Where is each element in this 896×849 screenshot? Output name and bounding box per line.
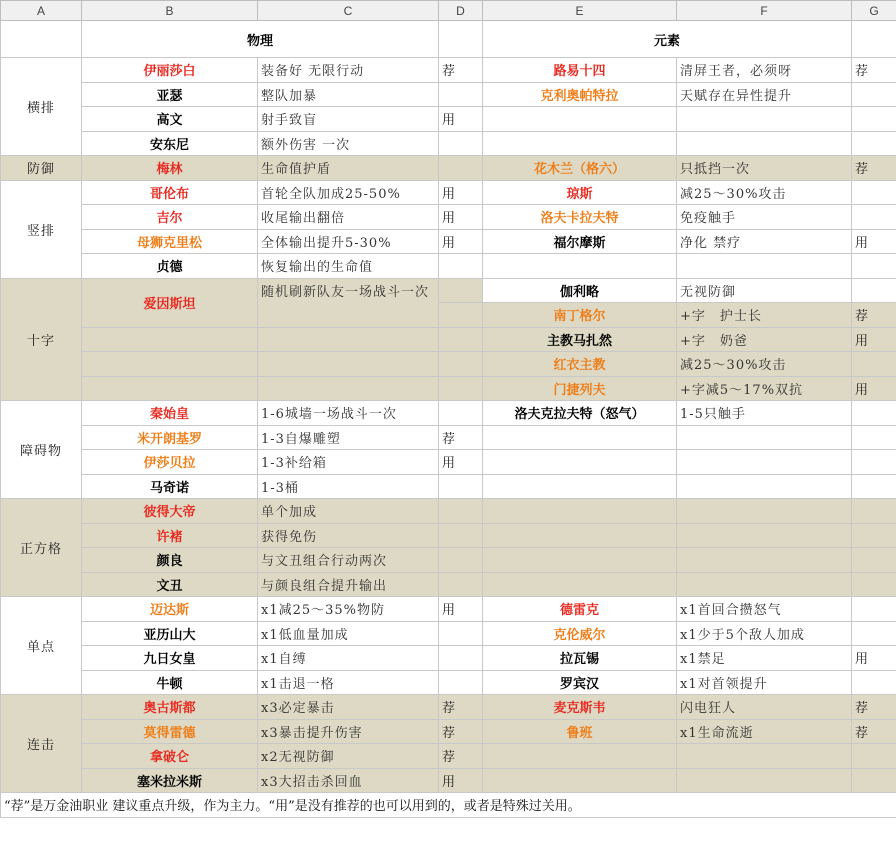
element-hero-mark[interactable]: 荐 — [852, 58, 896, 83]
element-hero-desc[interactable] — [677, 254, 852, 279]
element-hero-desc[interactable]: 清屏王者，必须呀 — [677, 58, 852, 83]
element-hero-desc[interactable]: +字 奶爸 — [677, 327, 852, 352]
physical-hero-desc[interactable]: x1减25～35%物防 — [258, 597, 439, 622]
physical-hero-desc[interactable]: 1-3桶 — [258, 474, 439, 499]
physical-hero-desc[interactable]: 与文丑组合行动两次 — [258, 548, 439, 573]
element-hero-mark[interactable]: 用 — [852, 376, 896, 401]
physical-hero-name[interactable]: 哥伦布 — [82, 180, 258, 205]
physical-hero-mark[interactable] — [439, 278, 483, 303]
table-row — [1, 180, 896, 205]
element-hero-desc[interactable]: x1生命流逝 — [677, 719, 852, 744]
element-hero-name[interactable] — [483, 572, 677, 597]
blank-cell[interactable] — [439, 21, 483, 58]
element-hero-name[interactable]: 南丁格尔 — [483, 303, 677, 328]
element-hero-mark[interactable] — [852, 572, 896, 597]
element-hero-desc[interactable]: 净化 禁疗 — [677, 229, 852, 254]
element-hero-mark[interactable]: 用 — [852, 229, 896, 254]
element-hero-name[interactable] — [483, 499, 677, 524]
element-hero-desc[interactable]: x1对首领提升 — [677, 670, 852, 695]
physical-hero-name[interactable]: 贞德 — [82, 254, 258, 279]
element-hero-desc[interactable] — [677, 425, 852, 450]
physical-hero-name[interactable]: 迈达斯 — [82, 597, 258, 622]
physical-hero-desc[interactable]: 与颜良组合提升输出 — [258, 572, 439, 597]
group-label[interactable]: 十字 — [1, 278, 82, 401]
element-hero-desc[interactable] — [677, 499, 852, 524]
table-row — [1, 376, 896, 401]
physical-hero-name[interactable] — [82, 352, 258, 377]
element-hero-name[interactable]: 罗宾汉 — [483, 670, 677, 695]
column-header-d[interactable]: D — [439, 1, 483, 21]
element-hero-name[interactable]: 洛夫卡拉夫特 — [483, 205, 677, 230]
element-hero-mark[interactable] — [852, 523, 896, 548]
element-hero-mark[interactable] — [852, 352, 896, 377]
column-header-c[interactable]: C — [258, 1, 439, 21]
physical-hero-mark[interactable] — [439, 352, 483, 377]
physical-hero-mark[interactable] — [439, 327, 483, 352]
element-hero-desc[interactable]: x1首回合攒怒气 — [677, 597, 852, 622]
physical-hero-name[interactable]: 伊丽莎白 — [82, 58, 258, 83]
table-row — [1, 327, 896, 352]
physical-hero-desc[interactable]: x3必定暴击 — [258, 695, 439, 720]
element-hero-desc[interactable] — [677, 107, 852, 132]
table-row — [1, 401, 896, 426]
element-hero-name[interactable] — [483, 425, 677, 450]
table-row — [1, 425, 896, 450]
physical-hero-mark[interactable] — [439, 670, 483, 695]
physical-hero-name[interactable]: 梅林 — [82, 156, 258, 181]
element-hero-desc[interactable]: 1-5只触手 — [677, 401, 852, 426]
physical-hero-name[interactable]: 拿破仑 — [82, 744, 258, 769]
element-hero-name[interactable] — [483, 768, 677, 793]
element-hero-mark[interactable] — [852, 670, 896, 695]
element-hero-name[interactable]: 德雷克 — [483, 597, 677, 622]
blank-cell[interactable] — [852, 21, 896, 58]
element-hero-mark[interactable] — [852, 548, 896, 573]
element-hero-desc[interactable] — [677, 131, 852, 156]
table-row — [1, 768, 896, 793]
table-row — [1, 205, 896, 230]
element-hero-mark[interactable]: 用 — [852, 327, 896, 352]
physical-hero-desc[interactable]: 1-3自爆雕塑 — [258, 425, 439, 450]
physical-hero-name[interactable]: 彼得大帝 — [82, 499, 258, 524]
table-row — [1, 744, 896, 769]
physical-hero-mark[interactable]: 荐 — [439, 719, 483, 744]
element-hero-name[interactable] — [483, 450, 677, 475]
table-row — [1, 695, 896, 720]
element-hero-desc[interactable] — [677, 523, 852, 548]
physical-hero-desc[interactable]: x2无视防御 — [258, 744, 439, 769]
element-hero-desc[interactable] — [677, 768, 852, 793]
table-row — [1, 156, 896, 181]
element-hero-desc[interactable]: 无视防御 — [677, 278, 852, 303]
physical-hero-name[interactable]: 塞米拉米斯 — [82, 768, 258, 793]
column-header-g[interactable]: G — [852, 1, 896, 21]
physical-hero-mark[interactable]: 荐 — [439, 695, 483, 720]
table-row — [1, 572, 896, 597]
physical-hero-mark[interactable]: 用 — [439, 180, 483, 205]
physical-hero-mark[interactable] — [439, 82, 483, 107]
title-row — [1, 21, 896, 58]
element-hero-mark[interactable] — [852, 474, 896, 499]
group-label[interactable]: 障碍物 — [1, 401, 82, 499]
physical-hero-mark[interactable] — [439, 303, 483, 328]
element-hero-desc[interactable]: x1禁足 — [677, 646, 852, 671]
physical-hero-desc[interactable]: 收尾输出翻倍 — [258, 205, 439, 230]
table-row — [1, 499, 896, 524]
table-row — [1, 597, 896, 622]
physical-hero-mark[interactable] — [439, 156, 483, 181]
physical-hero-mark[interactable]: 用 — [439, 597, 483, 622]
element-hero-name[interactable]: 麦克斯韦 — [483, 695, 677, 720]
element-hero-name[interactable] — [483, 131, 677, 156]
table-row — [1, 670, 896, 695]
physical-hero-mark[interactable] — [439, 376, 483, 401]
physical-hero-desc[interactable]: 全体输出提升5-30% — [258, 229, 439, 254]
element-hero-name[interactable]: 福尔摩斯 — [483, 229, 677, 254]
table-row — [1, 646, 896, 671]
physical-hero-desc[interactable]: 装备好 无限行动 — [258, 58, 439, 83]
table-row — [1, 229, 896, 254]
physical-hero-desc[interactable] — [258, 376, 439, 401]
physical-hero-name[interactable]: 吉尔 — [82, 205, 258, 230]
physical-hero-name[interactable]: 牛顿 — [82, 670, 258, 695]
physical-hero-name[interactable]: 颜良 — [82, 548, 258, 573]
physical-hero-desc[interactable] — [258, 327, 439, 352]
element-hero-mark[interactable] — [852, 499, 896, 524]
element-hero-desc[interactable]: +字减5～17%双抗 — [677, 376, 852, 401]
element-hero-name[interactable] — [483, 107, 677, 132]
element-hero-mark[interactable] — [852, 621, 896, 646]
element-hero-mark[interactable] — [852, 768, 896, 793]
element-hero-mark[interactable]: 荐 — [852, 156, 896, 181]
physical-hero-name[interactable]: 米开朗基罗 — [82, 425, 258, 450]
element-hero-name[interactable]: 琼斯 — [483, 180, 677, 205]
physical-hero-desc[interactable]: 额外伤害 一次 — [258, 131, 439, 156]
physical-hero-mark[interactable] — [439, 523, 483, 548]
physical-hero-name[interactable] — [82, 376, 258, 401]
physical-hero-name[interactable]: 莫得雷德 — [82, 719, 258, 744]
physical-hero-desc[interactable]: 1-6城墙一场战斗一次 — [258, 401, 439, 426]
physical-hero-mark[interactable] — [439, 401, 483, 426]
element-hero-desc[interactable] — [677, 548, 852, 573]
element-hero-name[interactable]: 鲁班 — [483, 719, 677, 744]
column-header-row — [1, 1, 896, 21]
element-hero-desc[interactable]: 减25～30%攻击 — [677, 180, 852, 205]
physical-hero-desc[interactable] — [258, 352, 439, 377]
element-hero-name[interactable]: 花木兰（格六） — [483, 156, 677, 181]
physical-hero-desc[interactable]: 射手致盲 — [258, 107, 439, 132]
physical-hero-name[interactable]: 母狮克里松 — [82, 229, 258, 254]
element-hero-desc[interactable] — [677, 744, 852, 769]
element-hero-desc[interactable] — [677, 572, 852, 597]
table-row — [1, 107, 896, 132]
physical-hero-mark[interactable]: 用 — [439, 450, 483, 475]
element-hero-mark[interactable] — [852, 597, 896, 622]
element-hero-mark[interactable] — [852, 107, 896, 132]
physical-hero-mark[interactable] — [439, 572, 483, 597]
physical-title[interactable]: 物理 — [82, 21, 439, 58]
physical-hero-mark[interactable] — [439, 254, 483, 279]
physical-hero-mark[interactable]: 用 — [439, 768, 483, 793]
table-row — [1, 254, 896, 279]
physical-hero-mark[interactable] — [439, 548, 483, 573]
element-hero-desc[interactable]: 免疫触手 — [677, 205, 852, 230]
element-hero-mark[interactable] — [852, 744, 896, 769]
element-hero-desc[interactable]: +字 护士长 — [677, 303, 852, 328]
element-hero-mark[interactable] — [852, 450, 896, 475]
element-hero-name[interactable] — [483, 744, 677, 769]
physical-hero-name[interactable]: 秦始皇 — [82, 401, 258, 426]
physical-hero-mark[interactable]: 荐 — [439, 58, 483, 83]
group-label[interactable]: 防御 — [1, 156, 82, 181]
group-label[interactable]: 正方格 — [1, 499, 82, 597]
physical-hero-mark[interactable] — [439, 474, 483, 499]
element-hero-name[interactable] — [483, 474, 677, 499]
physical-hero-name[interactable]: 亚瑟 — [82, 82, 258, 107]
table-row — [1, 621, 896, 646]
column-header-a[interactable]: A — [1, 1, 82, 21]
element-hero-name[interactable]: 主教马扎然 — [483, 327, 677, 352]
physical-hero-desc[interactable]: x3大招击杀回血 — [258, 768, 439, 793]
element-hero-name[interactable]: 克利奥帕特拉 — [483, 82, 677, 107]
table-row — [1, 719, 896, 744]
group-label[interactable]: 连击 — [1, 695, 82, 793]
physical-hero-desc[interactable]: x1自缚 — [258, 646, 439, 671]
physical-hero-name[interactable]: 马奇诺 — [82, 474, 258, 499]
column-header-b[interactable]: B — [82, 1, 258, 21]
physical-hero-desc[interactable]: 1-3补给箱 — [258, 450, 439, 475]
element-hero-name[interactable]: 红衣主教 — [483, 352, 677, 377]
element-hero-mark[interactable]: 荐 — [852, 303, 896, 328]
physical-hero-name[interactable]: 伊莎贝拉 — [82, 450, 258, 475]
element-hero-mark[interactable] — [852, 82, 896, 107]
physical-hero-name[interactable]: 许褚 — [82, 523, 258, 548]
element-hero-desc[interactable]: 只抵挡一次 — [677, 156, 852, 181]
element-hero-desc[interactable] — [677, 450, 852, 475]
physical-hero-desc[interactable]: 获得免伤 — [258, 523, 439, 548]
element-hero-mark[interactable] — [852, 180, 896, 205]
table-row — [1, 450, 896, 475]
physical-hero-desc[interactable]: x3暴击提升伤害 — [258, 719, 439, 744]
physical-hero-desc[interactable]: 整队加暴 — [258, 82, 439, 107]
element-hero-mark[interactable] — [852, 131, 896, 156]
element-hero-name[interactable]: 洛夫克拉夫特（怒气） — [483, 401, 677, 426]
element-hero-mark[interactable] — [852, 401, 896, 426]
physical-hero-name[interactable]: 九日女皇 — [82, 646, 258, 671]
element-hero-mark[interactable] — [852, 254, 896, 279]
element-hero-name[interactable] — [483, 523, 677, 548]
physical-hero-mark[interactable] — [439, 499, 483, 524]
element-hero-mark[interactable]: 用 — [852, 646, 896, 671]
physical-hero-mark[interactable] — [439, 131, 483, 156]
physical-hero-desc[interactable]: 恢复输出的生命值 — [258, 254, 439, 279]
element-hero-desc[interactable]: x1少于5个敌人加成 — [677, 621, 852, 646]
physical-hero-mark[interactable]: 用 — [439, 229, 483, 254]
table-row — [1, 548, 896, 573]
physical-hero-name[interactable] — [82, 327, 258, 352]
element-hero-desc[interactable]: 天赋存在异性提升 — [677, 82, 852, 107]
physical-hero-mark[interactable]: 用 — [439, 205, 483, 230]
element-hero-mark[interactable] — [852, 425, 896, 450]
element-hero-name[interactable]: 克伦威尔 — [483, 621, 677, 646]
table-row — [1, 82, 896, 107]
table-row — [1, 58, 896, 83]
note-row — [1, 793, 896, 818]
physical-hero-desc[interactable]: 单个加成 — [258, 499, 439, 524]
element-hero-mark[interactable]: 荐 — [852, 695, 896, 720]
physical-hero-name[interactable]: 爱因斯坦 — [82, 278, 258, 327]
element-hero-name[interactable] — [483, 548, 677, 573]
element-title[interactable]: 元素 — [483, 21, 852, 58]
physical-hero-mark[interactable] — [439, 646, 483, 671]
group-label[interactable]: 竖排 — [1, 180, 82, 278]
column-header-f[interactable]: F — [677, 1, 852, 21]
physical-hero-desc[interactable]: x1低血量加成 — [258, 621, 439, 646]
physical-hero-desc[interactable]: 首轮全队加成25-50% — [258, 180, 439, 205]
table-row — [1, 131, 896, 156]
physical-hero-mark[interactable]: 荐 — [439, 744, 483, 769]
physical-hero-desc[interactable]: 随机刷新队友一场战斗一次 — [258, 278, 439, 327]
table-row — [1, 278, 896, 303]
physical-hero-desc[interactable]: x1击退一格 — [258, 670, 439, 695]
physical-hero-mark[interactable] — [439, 621, 483, 646]
physical-hero-name[interactable]: 亚历山大 — [82, 621, 258, 646]
column-header-e[interactable]: E — [483, 1, 677, 21]
element-hero-name[interactable]: 路易十四 — [483, 58, 677, 83]
group-label[interactable]: 单点 — [1, 597, 82, 695]
table-row — [1, 474, 896, 499]
element-hero-mark[interactable]: 荐 — [852, 719, 896, 744]
physical-hero-name[interactable]: 奥古斯都 — [82, 695, 258, 720]
physical-hero-name[interactable]: 安东尼 — [82, 131, 258, 156]
element-hero-name[interactable]: 拉瓦锡 — [483, 646, 677, 671]
blank-cell[interactable] — [1, 21, 82, 58]
group-label[interactable]: 横排 — [1, 58, 82, 156]
element-hero-desc[interactable] — [677, 474, 852, 499]
physical-hero-name[interactable]: 文丑 — [82, 572, 258, 597]
element-hero-desc[interactable]: 减25～30%攻击 — [677, 352, 852, 377]
element-hero-name[interactable]: 门捷列夫 — [483, 376, 677, 401]
table-row — [1, 523, 896, 548]
element-hero-name[interactable]: 伽利略 — [483, 278, 677, 303]
element-hero-mark[interactable] — [852, 205, 896, 230]
element-hero-mark[interactable] — [852, 278, 896, 303]
element-hero-name[interactable] — [483, 254, 677, 279]
physical-hero-mark[interactable]: 用 — [439, 107, 483, 132]
physical-hero-desc[interactable]: 生命值护盾 — [258, 156, 439, 181]
table-row — [1, 352, 896, 377]
legend-note[interactable]: “荐”是万金油职业 建议重点升级，作为主力。“用”是没有推荐的也可以用到的，或者是特殊过关用。 — [1, 793, 896, 818]
physical-hero-name[interactable]: 高文 — [82, 107, 258, 132]
physical-hero-mark[interactable]: 荐 — [439, 425, 483, 450]
element-hero-desc[interactable]: 闪电狂人 — [677, 695, 852, 720]
